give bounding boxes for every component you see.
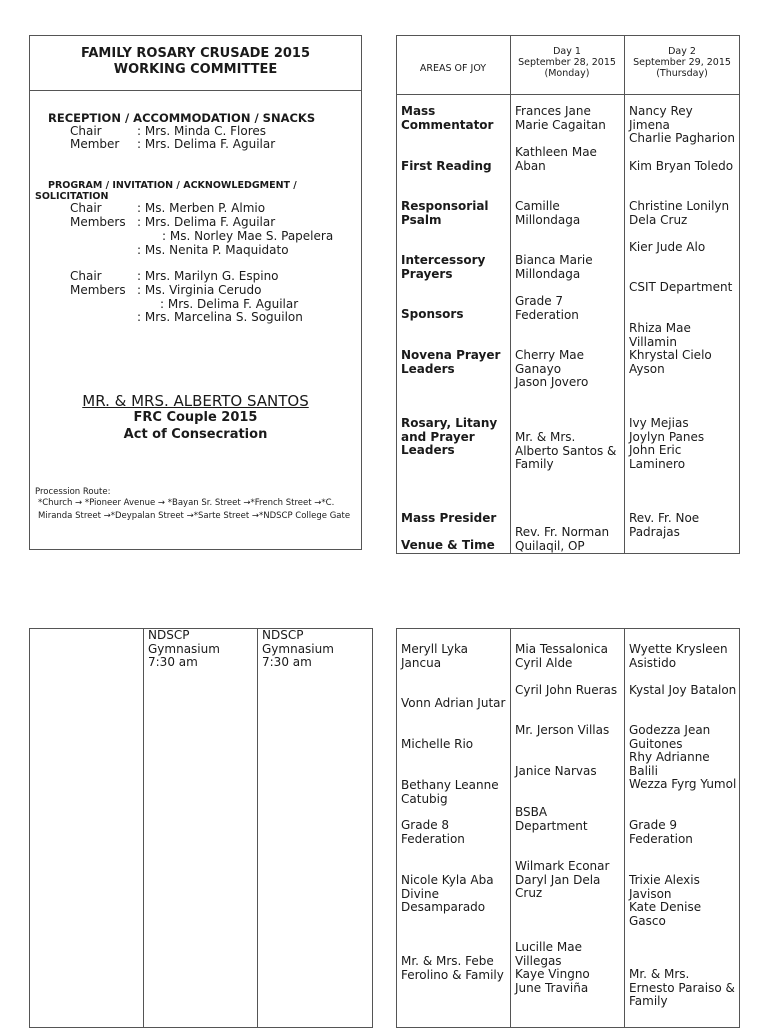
area-rosary-litany-leaders: Rosary, Litany and Prayer Leaders (401, 416, 498, 457)
bottom-col3-entry: Godezza Jean Guitones Rhy Adrianne Balili Wezza Fyrg Yumol (629, 723, 737, 791)
program-chair-label: Chair (70, 201, 102, 215)
area-mass-presider: Mass Presider (401, 511, 497, 525)
procession-label: Procession Route: (35, 487, 111, 497)
day1-responsorial-psalm: Camille Millondaga (515, 199, 581, 227)
day2-rosary-leaders: Ivy Mejias Joylyn Panes John Eric Laminero (629, 416, 705, 471)
second-chair-label: Chair (70, 269, 102, 283)
day1-mass-presider: Rev. Fr. Norman Quilaqil, OP (515, 525, 610, 553)
bottom-col1-entry: Michelle Rio (401, 737, 474, 751)
area-responsorial-psalm: Responsorial Psalm (401, 199, 489, 227)
committee-title-divider (29, 90, 362, 91)
bottom-col3-entry: Mr. & Mrs. Ernesto Paraiso & Family (629, 967, 735, 1008)
second-members-label: Members (70, 283, 126, 297)
day1-sponsors: Grade 7 Federation (515, 294, 579, 322)
day1-rosary-leaders: Mr. & Mrs. Alberto Santos & Family (515, 430, 617, 471)
venue-day2: NDSCP Gymnasium 7:30 am (262, 628, 334, 669)
bottom-col3-entry: Trixie Alexis Javison Kate Denise Gasco (629, 873, 702, 928)
bottom-col3-entry: Grade 9 Federation (629, 818, 693, 846)
schedule-top-col-divider-1 (510, 35, 511, 554)
header-areas: AREAS OF JOY (419, 63, 487, 74)
program-heading-line2: SOLICITATION (35, 191, 109, 202)
schedule-top-header-divider (396, 94, 740, 95)
reception-chair-label: Chair (70, 124, 102, 138)
program-members-label: Members (70, 215, 126, 229)
bottom-col1-entry: Nicole Kyla Aba Divine Desamparado (401, 873, 494, 914)
venue-cont-table (29, 628, 373, 1028)
procession-line2: Miranda Street →*Deypalan Street →*Sarte Street →*NDSCP College Gate (38, 511, 351, 521)
procession-line1: *Church → *Pioneer Avenue → *Bayan Sr. Street →*French Street →*C. (38, 498, 335, 508)
bottom-col2-entry: Cyril John Rueras (515, 683, 618, 697)
reception-heading: RECEPTION / ACCOMMODATION / SNACKS (48, 111, 316, 125)
program-heading-line1: PROGRAM / INVITATION / ACKNOWLEDGMENT / (48, 180, 297, 191)
area-intercessory-prayers: Intercessory Prayers (401, 253, 486, 281)
bottom-col1-entry: Bethany Leanne Catubig (401, 778, 499, 806)
header-day2: Day 2 September 29, 2015 (Thursday) (633, 46, 731, 79)
venue-col-divider-2 (257, 628, 258, 1028)
schedule-top-col-divider-2 (624, 35, 625, 554)
day2-mass-presider: Rev. Fr. Noe Padrajas (629, 511, 700, 539)
reception-member-label: Member (70, 137, 120, 151)
couple-name: MR. & MRS. ALBERTO SANTOS (82, 392, 309, 410)
couple-line2: FRC Couple 2015 (133, 410, 258, 425)
bottom-col2-entry: BSBA Department (515, 805, 588, 833)
area-mass-commentator: Mass Commentator (401, 104, 494, 132)
bottom-col2-entry: Janice Narvas (515, 764, 597, 778)
committee-title-line1: FAMILY ROSARY CRUSADE 2015 (80, 46, 311, 61)
area-first-reading: First Reading (401, 159, 492, 173)
bottom-col1-entry: Grade 8 Federation (401, 818, 465, 846)
day1-novena-leaders: Cherry Mae Ganayo Jason Jovero (515, 348, 589, 389)
area-novena-prayer-leaders: Novena Prayer Leaders (401, 348, 501, 376)
program-members-value2: : Ms. Norley Mae S. Papelera (162, 229, 334, 243)
day1-first-reading: Kathleen Mae Aban (515, 145, 597, 173)
bottom-col-divider-1 (510, 628, 511, 1028)
committee-title-line2: WORKING COMMITTEE (113, 62, 278, 77)
day2-novena-leaders: Rhiza Mae Villamin Khrystal Cielo Ayson (629, 321, 712, 376)
second-members-value3: : Mrs. Marcelina S. Soguilon (137, 310, 303, 324)
area-sponsors: Sponsors (401, 307, 464, 321)
bottom-col3-entry: Kystal Joy Batalon (629, 683, 737, 697)
header-day1: Day 1 September 28, 2015 (Monday) (518, 46, 616, 79)
second-members-value2: : Mrs. Delima F. Aguilar (160, 297, 299, 311)
program-members-value3: : Ms. Nenita P. Maquidato (137, 243, 289, 257)
reception-chair-value: : Mrs. Minda C. Flores (137, 124, 266, 138)
bottom-col1-entry: Meryll Lyka Jancua (401, 642, 469, 670)
bottom-col2-entry: Mr. Jerson Villas (515, 723, 610, 737)
bottom-col1-entry: Vonn Adrian Jutar (401, 696, 506, 710)
bottom-col2-entry: Lucille Mae Villegas Kaye Vingno June Traviña (515, 940, 590, 995)
area-venue-time: Venue & Time (401, 538, 495, 552)
program-chair-value: : Ms. Merben P. Almio (137, 201, 266, 215)
reception-member-value: : Mrs. Delima F. Aguilar (137, 137, 276, 151)
day2-intercessory-prayers: Kier Jude Alo (629, 240, 706, 254)
venue-col-divider-1 (143, 628, 144, 1028)
venue-day1: NDSCP Gymnasium 7:30 am (148, 628, 220, 669)
day1-intercessory-prayers: Bianca Marie Millondaga (515, 253, 593, 281)
bottom-col1-entry: Mr. & Mrs. Febe Ferolino & Family (401, 954, 504, 982)
day1-mass-commentator: Frances Jane Marie Cagaitan (515, 104, 606, 132)
day2-first-reading: Kim Bryan Toledo (629, 159, 734, 173)
day2-responsorial-psalm: Christine Lonilyn Dela Cruz (629, 199, 730, 227)
day2-sponsors: CSIT Department (629, 280, 733, 294)
bottom-col3-entry: Wyette Krysleen Asistido (629, 642, 728, 670)
bottom-col-divider-2 (624, 628, 625, 1028)
bottom-col2-entry: Wilmark Econar Daryl Jan Dela Cruz (515, 859, 610, 900)
couple-line3: Act of Consecration (123, 427, 268, 442)
second-chair-value: : Mrs. Marilyn G. Espino (137, 269, 279, 283)
bottom-col2-entry: Mia Tessalonica Cyril Alde (515, 642, 608, 670)
day2-mass-commentator: Nancy Rey Jimena Charlie Pagharion (629, 104, 735, 145)
second-members-value1: : Ms. Virginia Cerudo (137, 283, 262, 297)
program-members-value1: : Mrs. Delima F. Aguilar (137, 215, 276, 229)
